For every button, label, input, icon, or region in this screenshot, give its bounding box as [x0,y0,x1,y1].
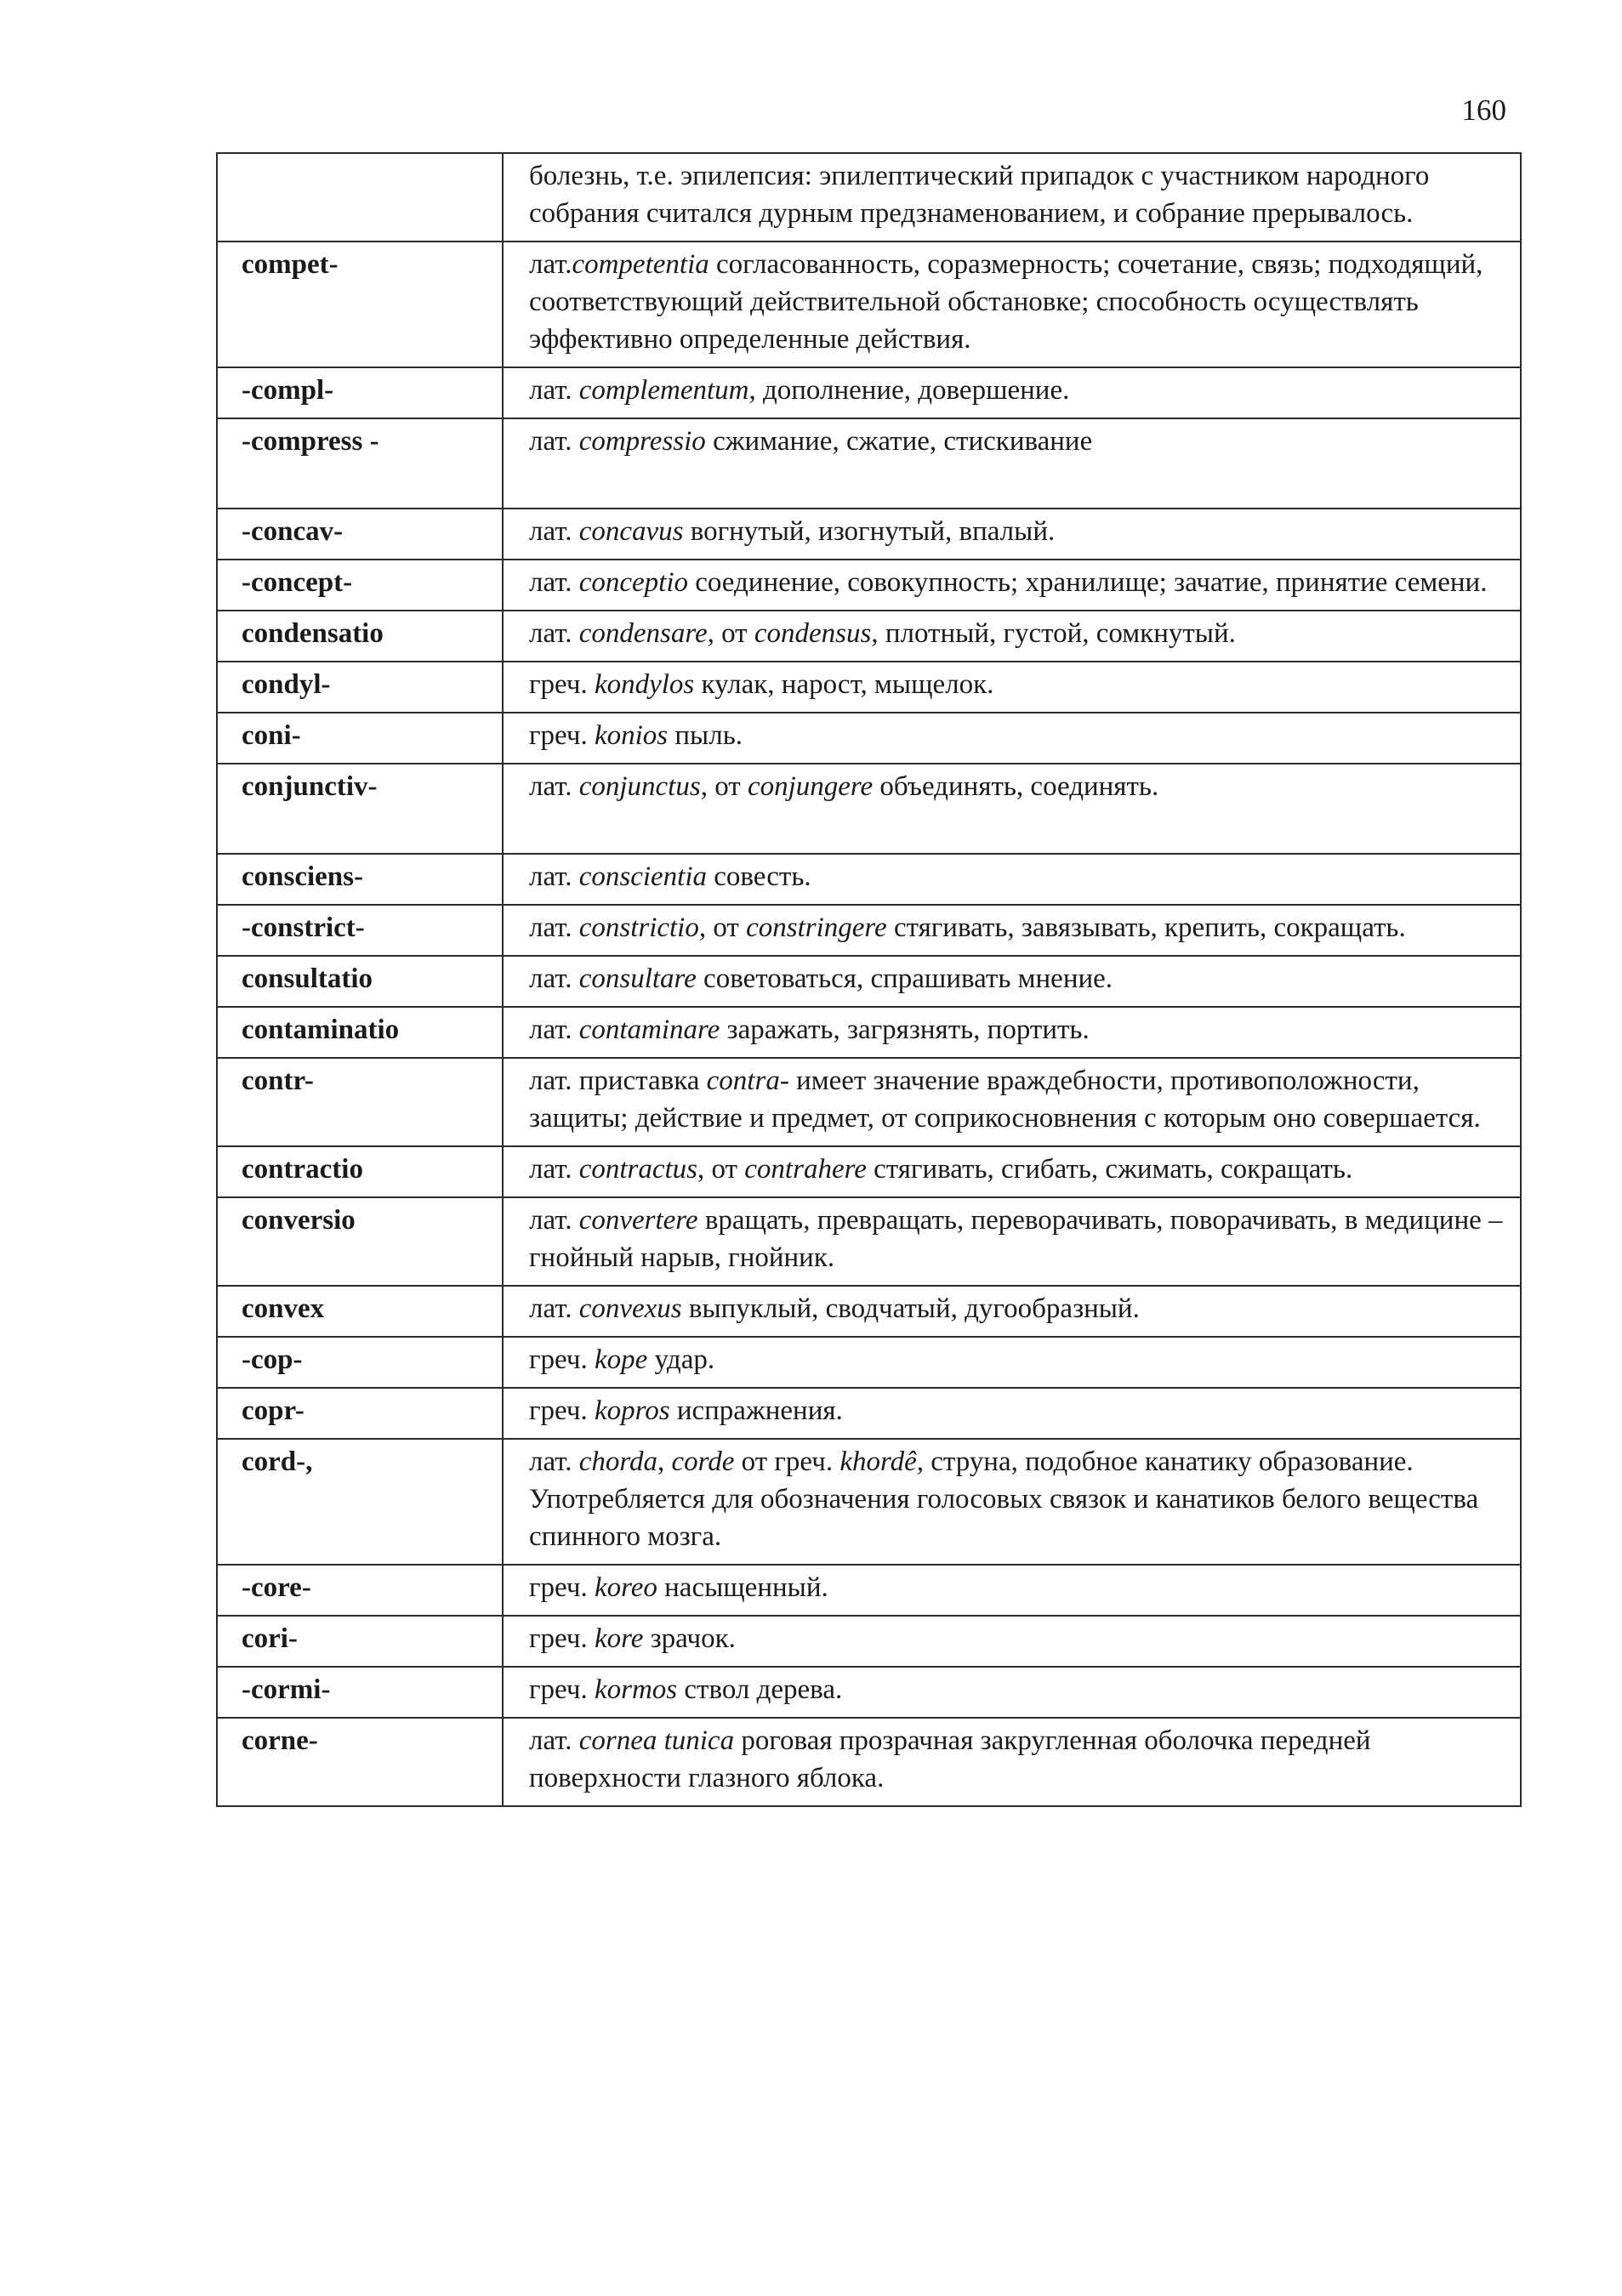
definition-text: , плотный, густой, сомкнутый. [871,618,1236,649]
definition-text: лат. [529,618,579,649]
definition-cell [503,1718,1521,1806]
definition-cell [503,1197,1521,1286]
source-term: constrictio [578,912,699,943]
word-root-cell: contaminatio [217,1007,503,1058]
word-root-cell: convex [217,1286,503,1337]
source-term: kormos [594,1674,678,1705]
definition-cell [503,764,1521,854]
word-root-cell: coni- [217,713,503,764]
definition-text: роговая прозрачная закругленная оболочка передней поверхности глазного яблока. [529,1725,1371,1793]
word-root-cell: -concav- [217,509,503,560]
source-term: complementum [578,375,749,406]
definition-text: болезнь, т.е. эпилепсия: эпилептический припадок с участником народного собрания считался дурным предзнаменованием, и собрание прерывалось. [529,161,1430,229]
word-root-cell: compet- [217,242,503,367]
word-root-cell: condensatio [217,611,503,662]
definition-text: имеет значение враждебности, противоположности, защиты; действие и предмет, от соприкосновнения с которым оно совершается. [529,1066,1481,1134]
definition-text: от греч. [734,1446,840,1477]
definition-text: соединение, совокупность; хранилище; зачатие, принятие семени. [687,567,1488,598]
source-term: compressio [578,426,706,457]
definition-text: лат. [529,567,579,598]
definition-text: греч. [529,1344,595,1375]
table-row [217,662,1521,713]
definition-text: лат. [529,426,579,457]
table-row [217,1197,1521,1286]
definition-text: греч. [529,720,595,751]
definition-cell [503,1337,1521,1388]
word-root-cell: consciens- [217,854,503,905]
definition-text: лат. [529,771,579,802]
table-row [217,1286,1521,1337]
source-term: condensare [578,618,708,649]
source-term: constringere [746,912,887,943]
dictionary-table-body [217,153,1521,1806]
table-row [217,560,1521,611]
definition-cell [503,713,1521,764]
source-term: conceptio [578,567,688,598]
definition-text: , от [698,912,747,943]
source-term: kondylos [594,669,695,700]
table-row [217,611,1521,662]
word-root-cell: cori- [217,1616,503,1667]
table-row [217,1058,1521,1146]
definition-cell [503,905,1521,956]
table-row [217,1146,1521,1197]
table-row [217,509,1521,560]
definition-text: лат. [529,861,579,892]
definition-cell [503,1616,1521,1667]
word-root-cell: -concept- [217,560,503,611]
definition-text: , дополнение, довершение. [748,375,1070,406]
word-root-cell: conversio [217,1197,503,1286]
definition-text: заражать, загрязнять, портить. [720,1014,1090,1045]
definition-text: , струна, подобное канатику образование. Употребляется для обозначения голосовых связок и канатиков белого вещества спинного мозга. [529,1446,1479,1552]
definition-cell [503,418,1521,509]
table-row [217,1439,1521,1565]
definition-text: греч. [529,1623,595,1654]
definition-text: лат. [529,375,579,406]
source-term: concavus [578,516,684,547]
definition-cell [503,1667,1521,1718]
table-row [217,713,1521,764]
table-row [217,1565,1521,1616]
source-term: convexus [578,1293,682,1324]
table-row [217,956,1521,1007]
definition-text: советоваться, спрашивать мнение. [696,963,1113,994]
source-term: consultare [578,963,697,994]
source-term: condensus [754,618,872,649]
definition-cell [503,1007,1521,1058]
dictionary-table [216,152,1522,1807]
table-row [217,854,1521,905]
definition-cell [503,1388,1521,1439]
definition-cell [503,611,1521,662]
source-term: competentia [572,249,709,280]
definition-cell [503,956,1521,1007]
source-term: corde [671,1446,735,1477]
definition-text: лат. [529,1154,579,1185]
source-term: chorda [578,1446,657,1477]
definition-text: лат. [529,1446,579,1477]
definition-cell [503,1439,1521,1565]
table-row [217,1388,1521,1439]
definition-text: лат. [529,1205,579,1236]
definition-cell [503,560,1521,611]
source-term: kopros [594,1395,670,1426]
table-row [217,1667,1521,1718]
source-term: contrahere [744,1154,867,1185]
definition-text: греч. [529,1395,595,1426]
definition-text: , от [697,1154,745,1185]
source-term: convertere [578,1205,698,1236]
definition-text: греч. [529,669,595,700]
source-term: kore [594,1623,644,1654]
definition-cell [503,367,1521,418]
table-row [217,1718,1521,1806]
definition-text: удар. [647,1344,715,1375]
source-term: conscientia [578,861,707,892]
definition-text: греч. [529,1674,595,1705]
definition-text: лат. [529,1725,579,1756]
definition-text: лат. [529,912,579,943]
definition-cell [503,1058,1521,1146]
word-root-cell: contractio [217,1146,503,1197]
definition-cell [503,153,1521,242]
word-root-cell: -cormi- [217,1667,503,1718]
word-root-cell: cord-, [217,1439,503,1565]
definition-text: согласованность, соразмерность; сочетание, связь; подходящий, соответствующий действительной обстановке; способность осуществлять эффективно определенные действия. [529,249,1483,355]
definition-text: лат. [529,1293,579,1324]
source-term: koreo [594,1572,657,1603]
table-row [217,153,1521,242]
word-root-cell: conjunctiv- [217,764,503,854]
definition-text: испражнения. [669,1395,843,1426]
source-term: conjungere [747,771,874,802]
table-row [217,1007,1521,1058]
definition-text: стягивать, завязывать, крепить, сокращать. [886,912,1406,943]
source-term: cornea tunica [578,1725,735,1756]
definition-text: выпуклый, сводчатый, дугообразный. [681,1293,1140,1324]
table-row [217,764,1521,854]
definition-text: стягивать, сгибать, сжимать, сокращать. [866,1154,1353,1185]
definition-cell [503,242,1521,367]
word-root-cell: condyl- [217,662,503,713]
definition-text: , от [700,771,748,802]
definition-text: сжимание, сжатие, стискивание [705,426,1093,457]
source-term: contra- [706,1066,789,1096]
table-row [217,905,1521,956]
definition-text: ствол дерева. [677,1674,843,1705]
definition-text: кулак, нарост, мыщелок. [694,669,994,700]
definition-cell [503,509,1521,560]
definition-cell [503,1286,1521,1337]
definition-text: совесть. [707,861,811,892]
page-number: 160 [1461,94,1506,127]
definition-text: вращать, превращать, переворачивать, поворачивать, в медицине – гнойный нарыв, гнойник. [529,1205,1503,1273]
definition-cell [503,1146,1521,1197]
source-term: konios [594,720,669,751]
table-row [217,418,1521,509]
definition-text: , [657,1446,672,1477]
definition-text: объединять, соединять. [873,771,1159,802]
definition-cell [503,854,1521,905]
table-row [217,1616,1521,1667]
definition-text: лат. [529,516,579,547]
definition-text: насыщенный. [657,1572,828,1603]
definition-text: лат. [529,249,572,280]
table-row [217,242,1521,367]
table-row [217,1337,1521,1388]
definition-cell [503,1565,1521,1616]
definition-cell [503,662,1521,713]
source-term: kope [594,1344,648,1375]
word-root-cell [217,153,503,242]
word-root-cell: corne- [217,1718,503,1806]
source-term: conjunctus [578,771,701,802]
definition-text: лат. приставка [529,1066,707,1096]
definition-text: лат. [529,963,579,994]
definition-text: пыль. [668,720,743,751]
word-root-cell: -cop- [217,1337,503,1388]
word-root-cell: copr- [217,1388,503,1439]
source-term: contaminare [578,1014,720,1045]
word-root-cell: contr- [217,1058,503,1146]
definition-text: греч. [529,1572,595,1603]
source-term: khordê [839,1446,917,1477]
source-term: contractus [578,1154,698,1185]
word-root-cell: -constrict- [217,905,503,956]
word-root-cell: consultatio [217,956,503,1007]
table-row [217,367,1521,418]
word-root-cell: -compl- [217,367,503,418]
definition-text: вогнутый, изогнутый, впалый. [683,516,1056,547]
definition-text: , от [707,618,754,649]
definition-text: лат. [529,1014,579,1045]
word-root-cell: -core- [217,1565,503,1616]
word-root-cell: -compress - [217,418,503,509]
definition-text: зрачок. [643,1623,736,1654]
